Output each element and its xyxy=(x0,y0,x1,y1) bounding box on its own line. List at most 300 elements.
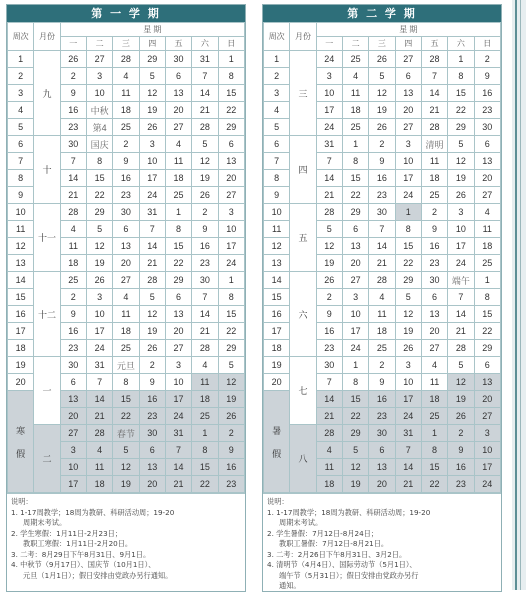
day-cell: 19 xyxy=(139,102,165,119)
day-cell: 14 xyxy=(421,85,447,102)
day-cell: 2 xyxy=(192,204,218,221)
day-cell: 11 xyxy=(421,153,447,170)
day-cell: 7 xyxy=(139,221,165,238)
month-label: 六 xyxy=(290,272,316,357)
day-cell: 5 xyxy=(218,357,245,374)
day-cell: 30 xyxy=(369,425,395,442)
day-cell: 4 xyxy=(474,204,501,221)
day-cell: 3 xyxy=(86,289,112,306)
day-cell: 7 xyxy=(395,442,421,459)
day-cell: 16 xyxy=(218,459,245,476)
week-number: 4 xyxy=(264,102,290,119)
week-number: 10 xyxy=(8,204,34,221)
day-cell: 3 xyxy=(448,204,474,221)
day-cell: 21 xyxy=(60,187,86,204)
day-cell: 12 xyxy=(139,85,165,102)
day-cell: 23 xyxy=(448,476,474,493)
day-cell: 26 xyxy=(60,51,86,68)
day-cell: 25 xyxy=(165,187,191,204)
day-cell: 2 xyxy=(474,51,501,68)
day-cell: 11 xyxy=(60,238,86,255)
day-cell: 16 xyxy=(474,85,501,102)
day-cell: 19 xyxy=(448,391,474,408)
day-cell: 10 xyxy=(86,85,112,102)
week-header: 周次 xyxy=(8,23,34,51)
week-number: 3 xyxy=(8,85,34,102)
day-cell: 6 xyxy=(369,442,395,459)
day-cell: 2 xyxy=(421,204,447,221)
week-number: 6 xyxy=(8,136,34,153)
day-header: 四 xyxy=(139,37,165,51)
week-row xyxy=(8,51,245,68)
note-line: 周期末考试。 xyxy=(23,518,67,527)
day-cell: 18 xyxy=(421,170,447,187)
day-cell: 24 xyxy=(218,255,245,272)
day-cell: 29 xyxy=(86,204,112,221)
day-cell: 13 xyxy=(139,459,165,476)
day-cell: 29 xyxy=(342,204,368,221)
holiday-label-char: 假 xyxy=(16,448,26,459)
day-cell: 27 xyxy=(113,272,139,289)
day-cell: 14 xyxy=(395,459,421,476)
day-cell: 14 xyxy=(448,306,474,323)
day-cell: 21 xyxy=(316,408,342,425)
day-cell: 23 xyxy=(316,340,342,357)
day-cell: 22 xyxy=(165,255,191,272)
day-cell: 14 xyxy=(192,85,218,102)
day-cell: 30 xyxy=(192,272,218,289)
week-number: 15 xyxy=(8,289,34,306)
day-cell: 11 xyxy=(316,459,342,476)
month-label: 一 xyxy=(34,357,60,425)
week-number: 15 xyxy=(264,289,290,306)
day-cell: 8 xyxy=(395,221,421,238)
week-number: 5 xyxy=(264,119,290,136)
day-cell: 22 xyxy=(218,102,245,119)
week-row xyxy=(264,425,501,442)
note-line: 教职工寒假：1月11日-2月20日。 xyxy=(23,539,133,548)
week-number: 9 xyxy=(8,187,34,204)
day-cell: 27 xyxy=(395,119,421,136)
day-cell: 14 xyxy=(60,170,86,187)
day-cell: 18 xyxy=(113,102,139,119)
day-cell: 30 xyxy=(369,204,395,221)
day-cell: 9 xyxy=(113,153,139,170)
day-cell: 19 xyxy=(113,476,139,493)
day-cell: 9 xyxy=(474,68,501,85)
day-cell: 20 xyxy=(165,102,191,119)
day-cell: 23 xyxy=(474,102,501,119)
week-row xyxy=(8,204,245,221)
day-cell: 27 xyxy=(86,51,112,68)
day-cell: 11 xyxy=(192,374,218,391)
day-cell: 5 xyxy=(448,357,474,374)
day-cell: 6 xyxy=(342,221,368,238)
day-cell: 18 xyxy=(113,323,139,340)
day-cell: 8 xyxy=(218,289,245,306)
day-cell: 9 xyxy=(192,221,218,238)
day-cell: 16 xyxy=(421,238,447,255)
day-cell: 7 xyxy=(192,289,218,306)
note-line: 3. 二考：2月26日下午8月31日、3月2日。 xyxy=(267,549,407,559)
day-cell: 3 xyxy=(395,357,421,374)
day-cell: 17 xyxy=(218,238,245,255)
week-number: 7 xyxy=(8,153,34,170)
day-cell: 8 xyxy=(192,442,218,459)
month-label: 八 xyxy=(290,425,316,493)
day-cell: 22 xyxy=(421,476,447,493)
day-cell: 29 xyxy=(474,340,501,357)
day-cell: 17 xyxy=(316,102,342,119)
week-row xyxy=(264,272,501,289)
day-header: 二 xyxy=(86,37,112,51)
day-cell: 26 xyxy=(395,340,421,357)
day-cell: 19 xyxy=(448,170,474,187)
note-line: 4. 中秋节（9月17日）、国庆节（10月1日）、 xyxy=(11,560,156,569)
note-line: 说明： xyxy=(11,497,33,506)
day-cell: 19 xyxy=(86,255,112,272)
day-cell: 17 xyxy=(86,323,112,340)
month-label: 五 xyxy=(290,204,316,272)
day-cell: 26 xyxy=(86,272,112,289)
day-cell: 2 xyxy=(369,136,395,153)
day-cell: 25 xyxy=(342,51,368,68)
day-cell: 12 xyxy=(316,238,342,255)
day-cell: 12 xyxy=(369,85,395,102)
day-cell: 20 xyxy=(474,170,501,187)
day-cell: 7 xyxy=(316,374,342,391)
day-cell: 30 xyxy=(60,136,86,153)
day-header: 一 xyxy=(316,37,342,51)
week-row xyxy=(264,136,501,153)
day-cell: 9 xyxy=(60,85,86,102)
month-label: 九 xyxy=(34,51,60,136)
day-cell: 25 xyxy=(113,340,139,357)
month-header: 月份 xyxy=(34,23,60,51)
day-cell: 20 xyxy=(139,476,165,493)
day-cell: 20 xyxy=(218,170,245,187)
day-cell: 26 xyxy=(448,187,474,204)
day-cell: 24 xyxy=(474,476,501,493)
day-cell: 24 xyxy=(165,408,191,425)
week-number: 17 xyxy=(8,323,34,340)
day-cell: 3 xyxy=(60,442,86,459)
day-cell: 15 xyxy=(218,85,245,102)
week-header: 周次 xyxy=(264,23,290,51)
day-cell: 20 xyxy=(165,323,191,340)
day-cell: 20 xyxy=(395,102,421,119)
day-cell: 1 xyxy=(218,272,245,289)
day-cell: 1 xyxy=(165,204,191,221)
day-cell: 16 xyxy=(60,102,86,119)
day-cell: 18 xyxy=(369,323,395,340)
day-cell: 2 xyxy=(60,289,86,306)
day-cell: 26 xyxy=(369,119,395,136)
day-cell: 31 xyxy=(316,136,342,153)
note-line: 2. 学生暑假：7月12日-8月24日； xyxy=(267,528,379,538)
day-cell: 14 xyxy=(165,459,191,476)
month-header: 月份 xyxy=(290,23,316,51)
day-cell: 19 xyxy=(316,255,342,272)
day-cell: 11 xyxy=(165,153,191,170)
day-cell: 13 xyxy=(421,306,447,323)
day-cell: 15 xyxy=(342,391,368,408)
week-number: 14 xyxy=(264,272,290,289)
day-cell: 4 xyxy=(113,289,139,306)
week-number: 2 xyxy=(8,68,34,85)
day-cell: 31 xyxy=(395,425,421,442)
day-cell: 12 xyxy=(139,306,165,323)
day-cell: 14 xyxy=(139,238,165,255)
day-cell: 2 xyxy=(448,425,474,442)
holiday-label-char: 暑 xyxy=(272,425,282,436)
note-line: 周期末考试。 xyxy=(279,518,323,527)
day-cell: 26 xyxy=(192,187,218,204)
day-cell: 23 xyxy=(192,255,218,272)
semester2-title: 第 二 学 期 xyxy=(263,5,501,22)
day-cell: 21 xyxy=(192,102,218,119)
day-cell: 8 xyxy=(421,442,447,459)
holiday-label xyxy=(264,391,290,493)
day-cell: 4 xyxy=(60,221,86,238)
week-row xyxy=(8,272,245,289)
day-cell: 6 xyxy=(474,357,501,374)
day-cell: 19 xyxy=(395,323,421,340)
day-cell: 5 xyxy=(395,289,421,306)
day-cell: 24 xyxy=(316,51,342,68)
month-label: 四 xyxy=(290,136,316,204)
day-cell: 11 xyxy=(369,306,395,323)
day-cell: 8 xyxy=(113,374,139,391)
day-cell: 9 xyxy=(218,442,245,459)
day-cell: 21 xyxy=(192,323,218,340)
day-cell: 15 xyxy=(113,391,139,408)
day-cell: 20 xyxy=(342,255,368,272)
day-cell: 8 xyxy=(86,153,112,170)
day-cell: 6 xyxy=(139,442,165,459)
day-cell: 9 xyxy=(139,374,165,391)
day-cell: 24 xyxy=(139,187,165,204)
day-header: 六 xyxy=(448,37,474,51)
day-cell: 13 xyxy=(60,391,86,408)
day-cell: 28 xyxy=(448,340,474,357)
day-cell: 24 xyxy=(316,119,342,136)
day-cell: 中秋 xyxy=(86,102,112,119)
day-cell: 8 xyxy=(165,221,191,238)
day-cell: 1 xyxy=(192,425,218,442)
day-cell: 13 xyxy=(342,238,368,255)
day-cell: 12 xyxy=(218,374,245,391)
day-cell: 25 xyxy=(192,408,218,425)
day-cell: 8 xyxy=(342,153,368,170)
day-cell: 14 xyxy=(86,391,112,408)
note-line: 1. 1-17周教学；18周为教研、科研活动周；19-20 xyxy=(267,507,431,517)
holiday-label-char: 假 xyxy=(272,448,282,459)
week-number: 2 xyxy=(264,68,290,85)
day-header: 一 xyxy=(60,37,86,51)
week-number: 18 xyxy=(264,340,290,357)
day-cell: 8 xyxy=(218,68,245,85)
day-cell: 10 xyxy=(395,374,421,391)
day-cell: 19 xyxy=(139,323,165,340)
day-cell: 2 xyxy=(218,425,245,442)
day-cell: 7 xyxy=(86,374,112,391)
day-cell: 春节 xyxy=(113,425,139,442)
day-cell: 15 xyxy=(165,238,191,255)
day-cell: 29 xyxy=(218,340,245,357)
day-cell: 28 xyxy=(421,119,447,136)
day-cell: 23 xyxy=(139,408,165,425)
day-cell: 11 xyxy=(474,221,501,238)
day-cell: 15 xyxy=(474,306,501,323)
day-cell: 31 xyxy=(86,357,112,374)
semester2-panel xyxy=(262,4,502,592)
day-cell: 13 xyxy=(369,459,395,476)
day-cell: 20 xyxy=(421,323,447,340)
week-number: 16 xyxy=(8,306,34,323)
day-cell: 21 xyxy=(165,476,191,493)
day-cell: 5 xyxy=(86,221,112,238)
day-cell: 20 xyxy=(369,476,395,493)
day-cell: 26 xyxy=(139,340,165,357)
day-cell: 5 xyxy=(316,221,342,238)
day-cell: 14 xyxy=(192,306,218,323)
day-cell: 14 xyxy=(316,391,342,408)
week-row xyxy=(8,136,245,153)
weekday-header: 星 期 xyxy=(60,23,244,37)
semester2-notes xyxy=(263,493,501,592)
day-cell: 9 xyxy=(60,306,86,323)
day-cell: 18 xyxy=(316,476,342,493)
semester1-title: 第 一 学 期 xyxy=(7,5,245,22)
week-number: 8 xyxy=(8,170,34,187)
day-cell: 17 xyxy=(60,476,86,493)
day-cell: 22 xyxy=(113,408,139,425)
day-cell: 27 xyxy=(218,187,245,204)
day-cell: 6 xyxy=(165,289,191,306)
day-cell: 24 xyxy=(395,187,421,204)
day-cell: 22 xyxy=(395,255,421,272)
day-cell: 17 xyxy=(448,238,474,255)
week-number: 13 xyxy=(8,255,34,272)
day-cell: 端午 xyxy=(448,272,474,289)
day-cell: 1 xyxy=(342,357,368,374)
day-cell: 31 xyxy=(165,425,191,442)
day-cell: 23 xyxy=(60,340,86,357)
day-cell: 18 xyxy=(342,102,368,119)
day-cell: 10 xyxy=(60,459,86,476)
day-cell: 16 xyxy=(60,323,86,340)
month-label: 二 xyxy=(34,425,60,493)
day-cell: 17 xyxy=(395,170,421,187)
week-number: 20 xyxy=(8,374,34,391)
week-number: 9 xyxy=(264,187,290,204)
day-cell: 4 xyxy=(421,357,447,374)
day-header: 日 xyxy=(474,37,501,51)
day-cell: 10 xyxy=(342,306,368,323)
day-cell: 24 xyxy=(448,255,474,272)
day-cell: 6 xyxy=(395,68,421,85)
day-cell: 28 xyxy=(60,204,86,221)
day-cell: 23 xyxy=(369,408,395,425)
day-cell: 15 xyxy=(395,238,421,255)
day-cell: 30 xyxy=(60,357,86,374)
day-cell: 23 xyxy=(218,476,245,493)
holiday-label xyxy=(8,391,34,493)
day-cell: 11 xyxy=(113,306,139,323)
day-cell: 23 xyxy=(369,187,395,204)
day-cell: 16 xyxy=(139,391,165,408)
day-cell: 13 xyxy=(218,153,245,170)
day-cell: 4 xyxy=(86,442,112,459)
day-cell: 16 xyxy=(369,391,395,408)
day-cell: 11 xyxy=(342,85,368,102)
week-number: 1 xyxy=(264,51,290,68)
day-cell: 24 xyxy=(342,340,368,357)
day-cell: 29 xyxy=(139,51,165,68)
day-cell: 3 xyxy=(316,68,342,85)
day-cell: 18 xyxy=(60,255,86,272)
day-cell: 5 xyxy=(369,68,395,85)
note-line: 教职工暑假：7月12日-8月21日。 xyxy=(279,539,389,548)
week-number: 17 xyxy=(264,323,290,340)
day-cell: 17 xyxy=(395,391,421,408)
day-cell: 13 xyxy=(474,153,501,170)
note-line: 端午节（5月31日）；假日安排由党政办另行 xyxy=(279,570,419,580)
day-cell: 31 xyxy=(139,204,165,221)
day-cell: 13 xyxy=(395,85,421,102)
day-cell: 30 xyxy=(421,272,447,289)
week-number: 11 xyxy=(8,221,34,238)
day-cell: 28 xyxy=(192,119,218,136)
day-cell: 16 xyxy=(113,170,139,187)
day-cell: 第4 xyxy=(86,119,112,136)
day-cell: 25 xyxy=(474,255,501,272)
day-cell: 26 xyxy=(448,408,474,425)
day-cell: 21 xyxy=(369,255,395,272)
day-cell: 7 xyxy=(421,68,447,85)
week-row xyxy=(8,425,245,442)
day-cell: 元旦 xyxy=(113,357,139,374)
day-header: 三 xyxy=(369,37,395,51)
day-cell: 21 xyxy=(139,255,165,272)
day-cell: 9 xyxy=(369,153,395,170)
day-cell: 9 xyxy=(421,221,447,238)
day-cell: 3 xyxy=(139,136,165,153)
week-row xyxy=(8,357,245,374)
day-cell: 17 xyxy=(342,323,368,340)
day-cell: 25 xyxy=(421,408,447,425)
week-number: 19 xyxy=(8,357,34,374)
day-cell: 27 xyxy=(60,425,86,442)
day-cell: 29 xyxy=(395,272,421,289)
day-cell: 7 xyxy=(165,442,191,459)
day-cell: 16 xyxy=(448,459,474,476)
day-cell: 6 xyxy=(421,289,447,306)
day-cell: 18 xyxy=(421,391,447,408)
day-cell: 4 xyxy=(113,68,139,85)
day-cell: 28 xyxy=(369,272,395,289)
day-cell: 国庆 xyxy=(86,136,112,153)
day-cell: 27 xyxy=(474,408,501,425)
day-cell: 9 xyxy=(316,306,342,323)
day-cell: 4 xyxy=(369,289,395,306)
day-header: 日 xyxy=(218,37,245,51)
day-cell: 30 xyxy=(316,357,342,374)
day-cell: 25 xyxy=(60,272,86,289)
day-cell: 3 xyxy=(218,204,245,221)
day-cell: 5 xyxy=(448,136,474,153)
